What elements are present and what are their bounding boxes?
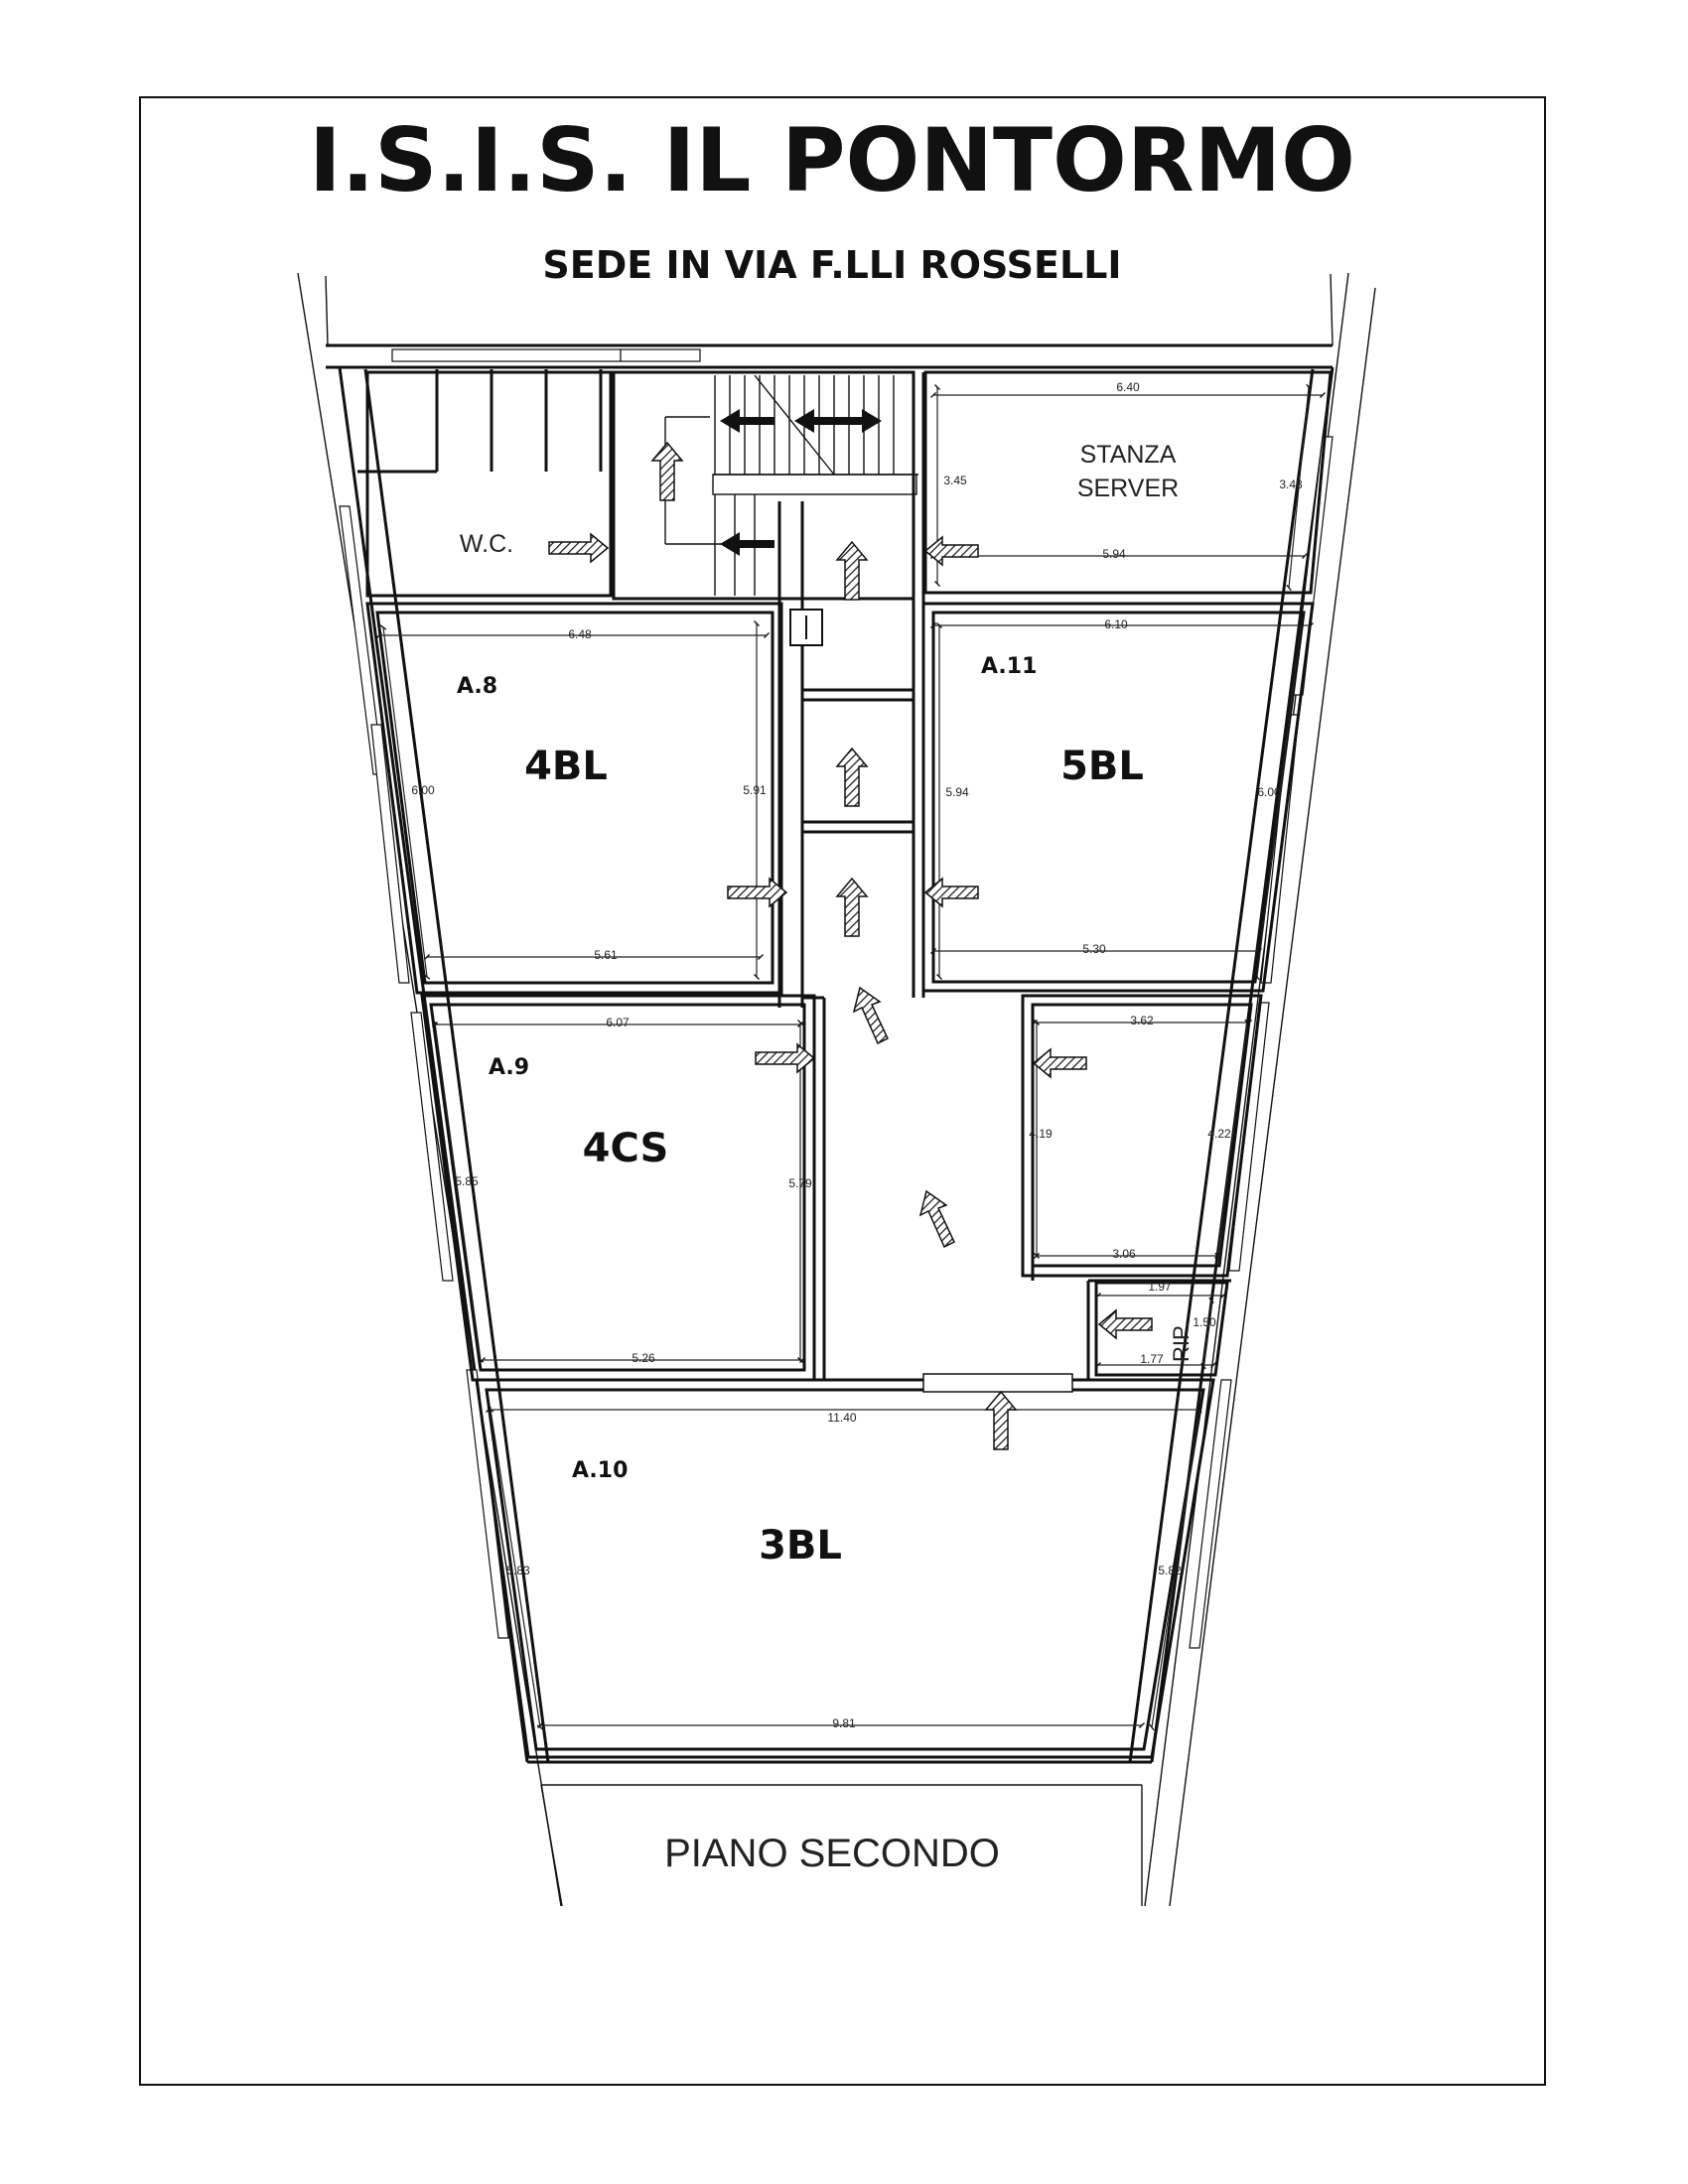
a9-class: 4CS xyxy=(582,1126,669,1171)
dim-label: 5.94 xyxy=(1102,547,1126,561)
a8-class: 4BL xyxy=(524,744,608,789)
dim-label: 1.77 xyxy=(1140,1352,1164,1366)
a11-code: A.11 xyxy=(981,654,1038,679)
wc-label: W.C. xyxy=(459,530,514,558)
dim-label: 6.00 xyxy=(1257,785,1281,799)
floor-label: PIANO SECONDO xyxy=(664,1832,1000,1875)
dim-label: 6.48 xyxy=(568,627,592,641)
dim-label: 5.30 xyxy=(1082,942,1106,956)
dim-label: 1.97 xyxy=(1148,1280,1172,1294)
dim-label: 3.06 xyxy=(1112,1247,1136,1261)
page-title: I.S.I.S. IL PONTORMO xyxy=(309,109,1355,211)
a10-code: A.10 xyxy=(572,1458,629,1483)
dim-label: 5.94 xyxy=(945,785,969,799)
server-name-line1: STANZA xyxy=(1079,441,1177,469)
a11-class: 5BL xyxy=(1060,744,1144,789)
dim-label: 6.00 xyxy=(411,783,435,797)
dim-label: 3.48 xyxy=(1279,478,1303,491)
dim-label: 5.26 xyxy=(632,1351,655,1365)
dim-label: 1.50 xyxy=(1193,1315,1216,1329)
server-name-line2: SERVER xyxy=(1076,475,1180,502)
corridor-walls xyxy=(779,372,1231,1387)
room-a8 xyxy=(367,604,781,993)
dim-label: 5.85 xyxy=(455,1174,479,1188)
page-frame xyxy=(140,97,1545,2085)
dim-label: 9.81 xyxy=(832,1716,856,1730)
room-server xyxy=(925,372,1331,593)
dim-label: 4.22 xyxy=(1207,1127,1231,1141)
dim-label: 5.83 xyxy=(506,1564,530,1577)
wc-block xyxy=(357,369,611,596)
room-a11 xyxy=(923,604,1313,991)
room-a10 xyxy=(477,1374,1213,1757)
a10-class: 3BL xyxy=(759,1523,842,1569)
stair-block xyxy=(614,372,918,599)
dim-label: 5.91 xyxy=(743,783,767,797)
dim-label: 4.19 xyxy=(1029,1127,1053,1141)
dim-label: 6.40 xyxy=(1116,380,1140,394)
page-subtitle: SEDE IN VIA F.LLI ROSSELLI xyxy=(542,243,1122,287)
dim-label: 5.79 xyxy=(788,1176,812,1190)
a9-code: A.9 xyxy=(489,1055,530,1080)
dim-label: 6.10 xyxy=(1104,617,1128,631)
dim-label: 3.62 xyxy=(1130,1014,1154,1027)
dim-label: 5.82 xyxy=(1158,1564,1182,1577)
dim-label: 5.61 xyxy=(594,948,618,962)
a8-code: A.8 xyxy=(457,674,498,699)
storage-name: RIP. xyxy=(1169,1322,1194,1362)
dim-label: 6.07 xyxy=(606,1016,630,1029)
dim-label: 3.45 xyxy=(943,474,967,487)
dim-label: 11.40 xyxy=(827,1411,857,1425)
